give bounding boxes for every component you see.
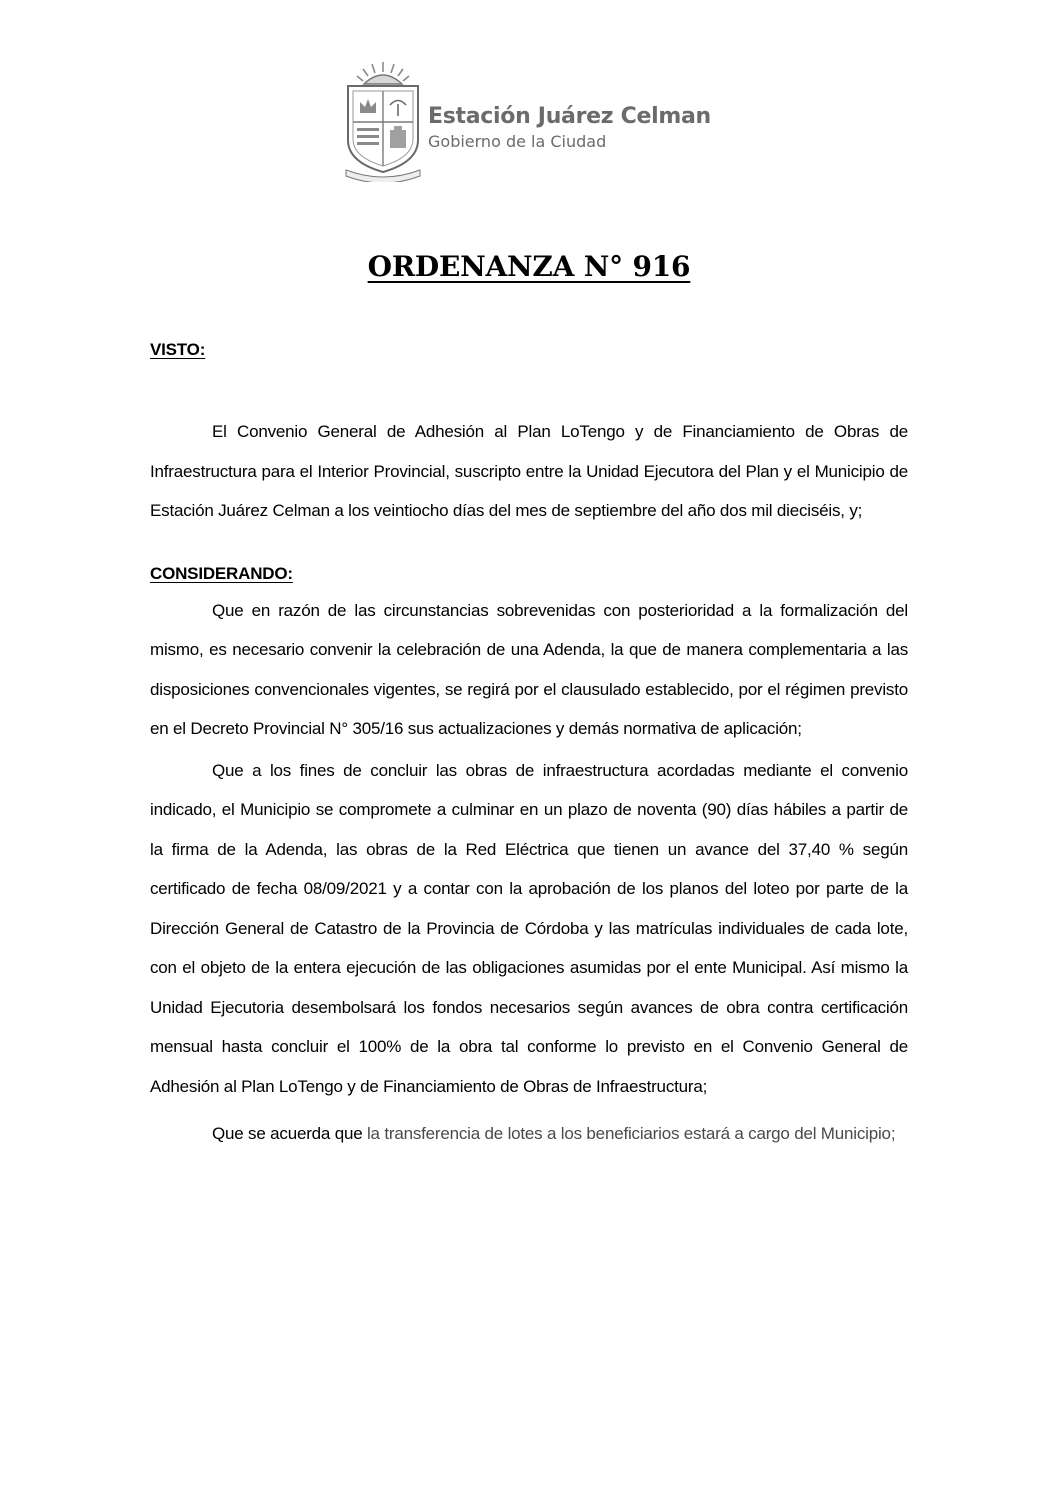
organization-name: Estación Juárez Celman [428,104,711,129]
visto-heading: VISTO: [150,340,206,359]
paragraph-rest: la transferencia de lotes a los beneficiarios estará a cargo del Municipio; [366,1124,896,1143]
considerando-heading: CONSIDERANDO: [150,563,293,583]
paragraph-lead: Que se acuerda que [212,1124,367,1143]
considerando-paragraph: Que a los fines de concluir las obras de infraestructura acordadas mediante el convenio indicado, el Municipio se compromete a culminar en un plazo de noventa (90) días hábiles a partir de la firma de la Adenda, las obras de la Red Eléctrica que tienen un avance del 37,40 % según certificado de fecha 08/09/2021 y a contar con la aprobación de los planos del loteo por parte de la Dirección General de Catastro de la Provincia de Córdoba y las matrículas individuales de cada lote, con el objeto de la entera ejecución de las obligaciones asumidas por el ente Municipal. Así mismo la Unidad Ejecutoria desembolsará los fondos necesarios según avances de obra contra certificación mensual hasta concluir el 100% de la obra tal conforme lo previsto en el Convenio General de Adhesión al Plan LoTengo y de Financiamiento de Obras de Infraestructura; [150,760,908,1096]
document-body [150,330,908,1154]
organization-subtitle: Gobierno de la Ciudad [428,132,607,151]
letterhead [344,58,711,184]
considerando-paragraph: Que en razón de las circunstancias sobrevenidas con posterioridad a la formalización del mismo, es necesario convenir la celebración de una Adenda, la que de manera complementaria a las disposiciones convencionales vigentes, se regirá por el clausulado establecido, por el régimen previsto en el Decreto Provincial N° 305/16 sus actualizaciones y demás normativa de aplicación; [150,600,908,738]
visto-paragraph: El Convenio General de Adhesión al Plan LoTengo y de Financiamiento de Obras de Infraestructura para el Interior Provincial, suscripto entre la Unidad Ejecutora del Plan y el Municipio de Estación Juárez Celman a los veintiocho días del mes de septiembre del año dos mil dieciséis, y; [150,422,908,520]
document-title: ORDENANZA N° 916 [367,250,691,283]
municipal-crest-icon [344,58,422,182]
considerando-paragraph [150,1114,908,1154]
